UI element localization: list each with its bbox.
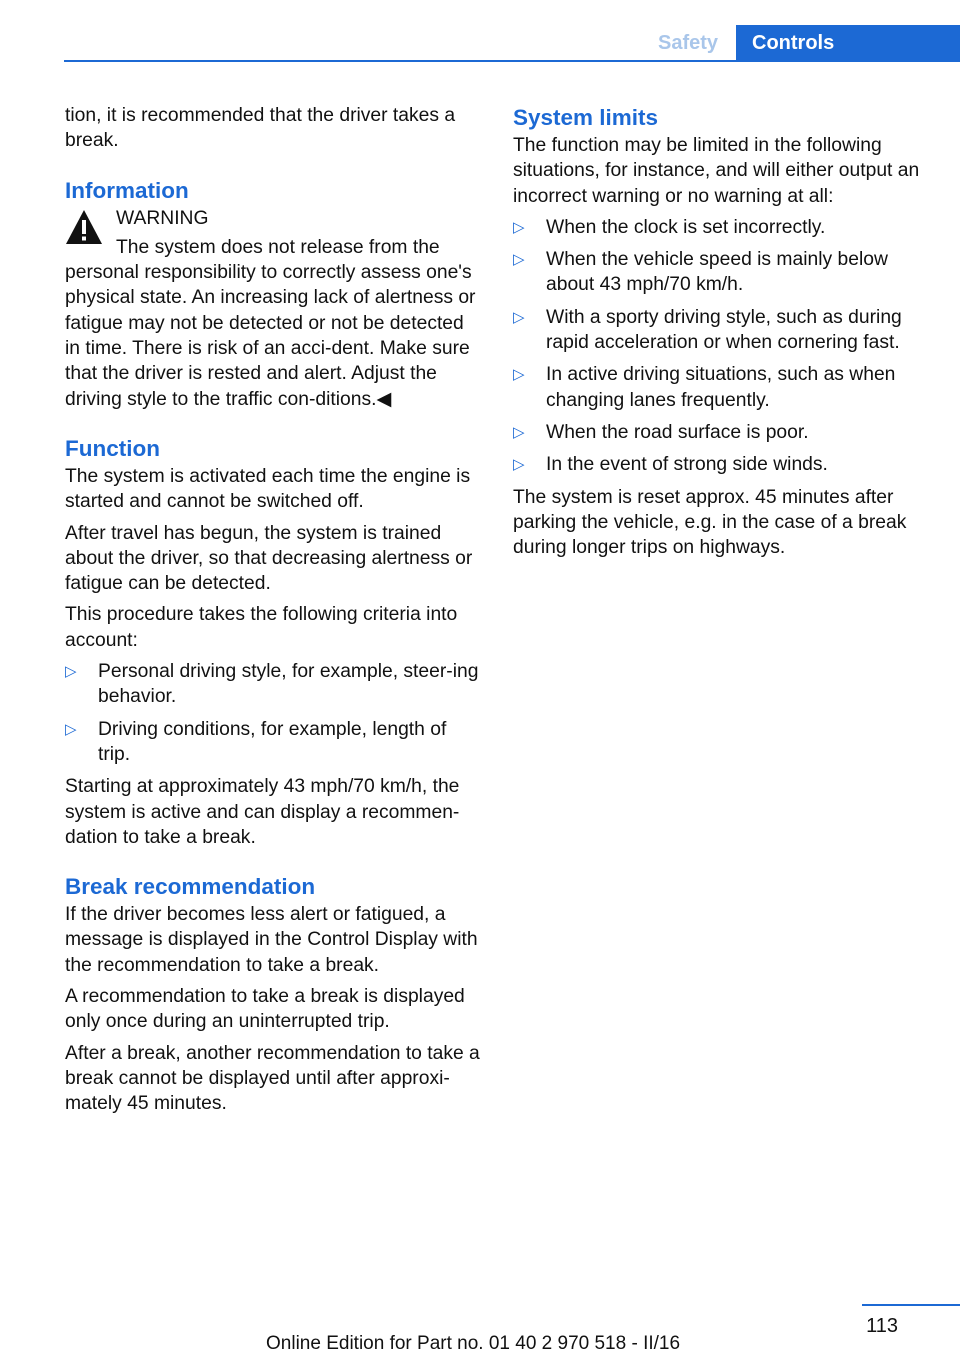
bullet-triangle-icon: ▷ bbox=[513, 218, 525, 236]
heading-information: Information bbox=[65, 177, 189, 203]
page-header bbox=[0, 0, 960, 64]
warning-block bbox=[65, 206, 481, 412]
page-number: 113 bbox=[866, 1315, 898, 1337]
warning-title: WARNING bbox=[116, 207, 209, 229]
heading-break-recommendation: Break recommendation bbox=[65, 874, 316, 900]
list-item: ▷ In active driving situations, such as when changing lanes frequently. bbox=[513, 364, 896, 411]
limits-list bbox=[513, 215, 923, 478]
bullet-triangle-icon: ▷ bbox=[513, 366, 525, 384]
bullet-triangle-icon: ▷ bbox=[65, 720, 77, 738]
footer-rule bbox=[862, 1304, 960, 1306]
bullet-triangle-icon: ▷ bbox=[513, 456, 525, 474]
bullet-triangle-icon: ▷ bbox=[65, 663, 77, 681]
limits-outro: The system is reset approx. 45 minutes after parking the vehicle, e.g. in the case of a break during longer trips on highways. bbox=[513, 486, 907, 559]
function-paragraph-3: This procedure takes the following criteria into account: bbox=[65, 604, 458, 651]
bullet-triangle-icon: ▷ bbox=[513, 251, 525, 269]
warning-triangle-icon bbox=[65, 209, 103, 245]
intro-paragraph: tion, it is recommended that the driver takes a break. bbox=[65, 105, 456, 152]
section-tab-controls: Controls bbox=[736, 25, 960, 62]
list-item: ▷ When the vehicle speed is mainly below about 43 mph/70 km/h. bbox=[513, 249, 888, 296]
list-item: ▷ When the clock is set incorrectly. bbox=[513, 215, 923, 240]
function-paragraph-1: The system is activated each time the engine is started and cannot be switched off. bbox=[65, 465, 471, 513]
function-paragraph-2: After travel has begun, the system is trained about the driver, so that decreasing alertness or fatigue can be detected. bbox=[65, 522, 473, 595]
heading-function: Function bbox=[65, 435, 160, 461]
left-column bbox=[65, 103, 481, 1123]
function-paragraph-4: Starting at approximately 43 mph/70 km/h, the system is active and can display a recommen‐dation to take a break. bbox=[65, 776, 460, 848]
right-column bbox=[513, 103, 923, 566]
limits-intro: The function may be limited in the following situations, for instance, and will either output an incorrect warning or no warning at all: bbox=[513, 135, 920, 207]
list-item: ▷ Driving conditions, for example, length of trip. bbox=[65, 718, 447, 765]
break-paragraph-3: After a break, another recommendation to take a break cannot be displayed until after approxi‐mately 45 minutes. bbox=[65, 1042, 480, 1115]
bullet-triangle-icon: ▷ bbox=[513, 308, 525, 326]
list-item: ▷ When the road surface is poor. bbox=[513, 420, 923, 445]
list-item: ▷ Personal driving style, for example, steer‐ing behavior. bbox=[65, 661, 479, 708]
break-paragraph-1: If the driver becomes less alert or fatigued, a message is displayed in the Control Display with the recommendation to take a break. bbox=[65, 904, 478, 976]
list-item: ▷ In the event of strong side winds. bbox=[513, 452, 923, 477]
bullet-triangle-icon: ▷ bbox=[513, 423, 525, 441]
criteria-list bbox=[65, 659, 481, 767]
section-tab-safety: Safety bbox=[657, 31, 719, 54]
header-rule bbox=[64, 60, 960, 62]
list-item: ▷ With a sporty driving style, such as during rapid acceleration or when cornering fast. bbox=[513, 306, 902, 354]
edition-footer: Online Edition for Part no. 01 40 2 970 518 - II/16 bbox=[266, 1333, 681, 1354]
heading-system-limits: System limits bbox=[513, 105, 659, 130]
warning-text: The system does not release from the personal responsibility to correctly assess one's physical state. An increasing lack of alertness or fatigue may not be detected or not be detected in time. There is risk of an acci‐dent. Make sure that the driver is rested and alert. Adjust the driving style to the traffic con‐ditions.◀ bbox=[65, 236, 476, 410]
break-paragraph-2: A recommendation to take a break is displayed only once during an uninterrupted trip. bbox=[65, 986, 465, 1033]
